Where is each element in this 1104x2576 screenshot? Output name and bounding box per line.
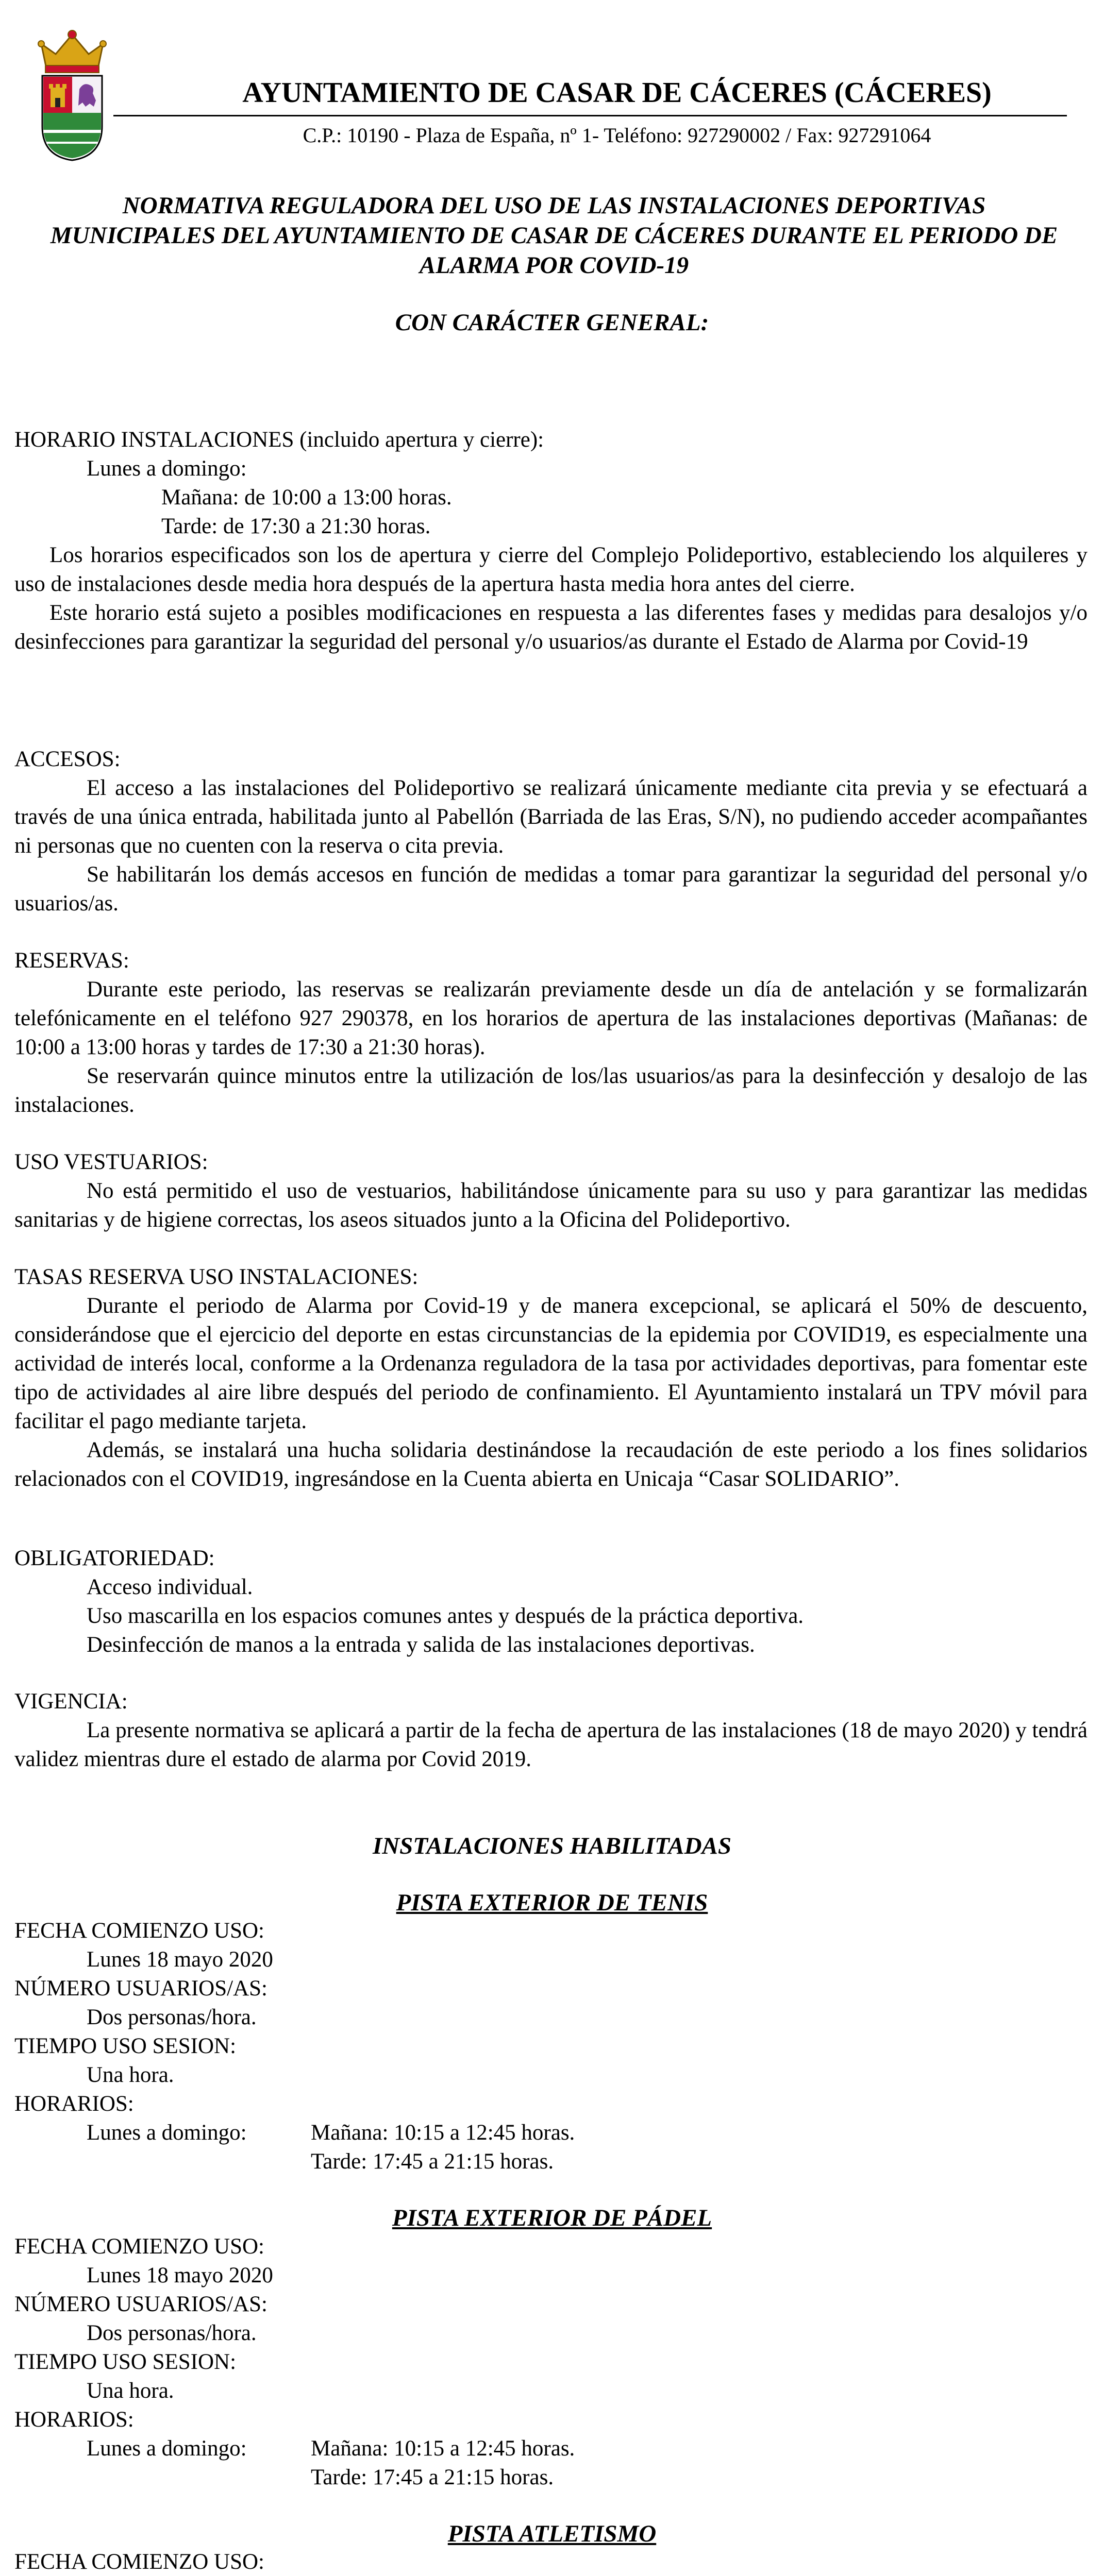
organization-address: C.P.: 10190 - Plaza de España, nº 1- Teléfono: 927290002 / Fax: 927291064 <box>303 124 931 147</box>
section-vigencia <box>14 1687 1088 1774</box>
header-divider <box>113 115 1067 116</box>
schedule-days: Lunes a domingo: <box>87 456 247 481</box>
field-value: Lunes 18 mayo 2020 <box>87 2263 273 2287</box>
paragraph: El acceso a las instalaciones del Polideportivo se realizará únicamente mediante cita previa y se efectuará a través de una única entrada, habilitada junto al Pabellón (Barriada de las Eras, S/N), no pudiendo acceder acompañantes ni personas que no cuenten con la reserva o cita previa. <box>14 776 1088 858</box>
schedule-morning: Mañana: 10:15 a 12:45 horas. <box>311 2436 575 2461</box>
field-label: NÚMERO USUARIOS/AS: <box>14 1976 267 2001</box>
field-value: Lunes 18 mayo 2020 <box>87 1947 273 1972</box>
section-heading: OBLIGATORIEDAD: <box>14 1546 215 1570</box>
section-heading: TASAS RESERVA USO INSTALACIONES: <box>14 1265 419 1289</box>
atletismo-heading: PISTA ATLETISMO <box>447 2520 657 2547</box>
schedule-morning: Mañana: 10:15 a 12:45 horas. <box>311 2121 575 2145</box>
paragraph: Durante el periodo de Alarma por Covid-19 y de manera excepcional, se aplicará el 50% de descuento, considerándose que el ejercicio del deporte en estas circunstancias de la epidemia por COVID19, es especialmente una actividad de interés local, conforme a la Ordenanza reguladora de la tasa por actividades deportivas, para fomentar este tipo de actividades al aire libre después del periodo de confinamiento. El Ayuntamiento instalará un TPV móvil para facilitar el pago mediante tarjeta. <box>14 1294 1088 1433</box>
paragraph: Este horario está sujeto a posibles modificaciones en respuesta a las diferentes fases y medidas para desalojos y/o desinfecciones para garantizar la seguridad del personal y/o usuarios/as durante el Estado de Alarma por Covid-19 <box>14 601 1088 654</box>
schedule-days: Lunes a domingo: <box>87 2436 247 2461</box>
installations-heading: INSTALACIONES HABILITADAS <box>372 1833 732 1859</box>
document-title <box>41 191 1067 280</box>
field-value: Dos personas/hora. <box>87 2321 257 2345</box>
paragraph: Durante este periodo, las reservas se realizarán previamente desde un día de antelación y se formalizarán telefónicamente en el teléfono 927 290378, en los horarios de apertura de las instalaciones deportivas (Mañanas: de 10:00 a 13:00 horas y tardes de 17:30 a 21:30 horas). <box>14 977 1088 1059</box>
field-label: FECHA COMIENZO USO: <box>14 2234 264 2259</box>
section-heading: RESERVAS: <box>14 948 129 973</box>
coat-of-arms-icon <box>36 28 108 162</box>
letterhead <box>36 28 1067 167</box>
paragraph: Se habilitarán los demás accesos en función de medidas a tomar para garantizar la seguridad del personal y/o usuarios/as. <box>14 862 1088 916</box>
section-vestuarios <box>14 1148 1088 1234</box>
schedule-row <box>14 2119 1088 2147</box>
organization-name: AYUNTAMIENTO DE CASAR DE CÁCERES (CÁCERES) <box>242 77 992 109</box>
section-tasas <box>14 1263 1088 1494</box>
schedule-afternoon: Tarde: 17:45 a 21:15 horas. <box>311 2465 554 2489</box>
schedule-morning: Mañana: de 10:00 a 13:00 horas. <box>161 485 452 510</box>
list-item: Uso mascarilla en los espacios comunes antes y después de la práctica deportiva. <box>87 1604 804 1628</box>
schedule-days: Lunes a domingo: <box>87 2121 247 2145</box>
field-value: Dos personas/hora. <box>87 2005 257 2029</box>
paragraph: La presente normativa se aplicará a partir de la fecha de apertura de las instalaciones (18 de mayo 2020) y tendrá validez mientras dure el estado de alarma por Covid 2019. <box>14 1718 1088 1771</box>
schedule-afternoon: Tarde: 17:45 a 21:15 horas. <box>311 2149 554 2174</box>
padel-heading: PISTA EXTERIOR DE PÁDEL <box>392 2205 712 2231</box>
section-tenis <box>14 1917 1088 2176</box>
title-line: NORMATIVA REGULADORA DEL USO DE LAS INSTALACIONES DEPORTIVAS <box>122 192 986 219</box>
section-heading: USO VESTUARIOS: <box>14 1150 208 1174</box>
field-label: HORARIOS: <box>14 2408 134 2432</box>
tenis-heading: PISTA EXTERIOR DE TENIS <box>396 1889 708 1916</box>
paragraph: No está permitido el uso de vestuarios, habilitándose únicamente para su uso y para garantizar las medidas sanitarias y de higiene correctas, los aseos situados junto a la Oficina del Polideportivo. <box>14 1179 1088 1232</box>
general-heading: CON CARÁCTER GENERAL: <box>395 309 709 336</box>
field-label: TIEMPO USO SESION: <box>14 2350 237 2374</box>
schedule-row <box>14 2434 1088 2463</box>
section-reservas <box>14 946 1088 1120</box>
field-value: Una hora. <box>87 2063 174 2087</box>
field-label: TIEMPO USO SESION: <box>14 2034 237 2058</box>
section-heading: ACCESOS: <box>14 747 121 771</box>
section-obligatoriedad <box>14 1544 1088 1659</box>
field-label: NÚMERO USUARIOS/AS: <box>14 2292 267 2316</box>
section-padel <box>14 2232 1088 2492</box>
section-heading: HORARIO INSTALACIONES (incluido apertura y cierre): <box>14 428 544 452</box>
field-label: HORARIOS: <box>14 2092 134 2116</box>
section-heading: VIGENCIA: <box>14 1689 128 1714</box>
paragraph: Además, se instalará una hucha solidaria destinándose la recaudación de este periodo a los fines solidarios relacionados con el COVID19, ingresándose en la Cuenta abierta en Unicaja “Casar SOLIDARIO”. <box>14 1438 1088 1491</box>
section-atletismo <box>14 2548 1088 2576</box>
section-accesos <box>14 745 1088 918</box>
list-item: Acceso individual. <box>87 1575 253 1599</box>
title-line: ALARMA POR COVID-19 <box>419 252 689 279</box>
field-label: FECHA COMIENZO USO: <box>14 1919 264 1943</box>
field-label: FECHA COMIENZO USO: <box>14 2550 264 2574</box>
title-line: MUNICIPALES DEL AYUNTAMIENTO DE CASAR DE CÁCERES DURANTE EL PERIODO DE <box>50 222 1058 249</box>
paragraph: Los horarios especificados son los de apertura y cierre del Complejo Polideportivo, estableciendo los alquileres y uso de instalaciones desde media hora después de la apertura hasta media hora antes del cierre. <box>14 543 1088 596</box>
section-horario <box>14 426 1088 656</box>
list-item: Desinfección de manos a la entrada y salida de las instalaciones deportivas. <box>87 1633 755 1657</box>
schedule-afternoon: Tarde: de 17:30 a 21:30 horas. <box>161 514 431 538</box>
field-value: Una hora. <box>87 2379 174 2403</box>
paragraph: Se reservarán quince minutos entre la utilización de los/las usuarios/as para la desinfección y desalojo de las instalaciones. <box>14 1064 1088 1117</box>
